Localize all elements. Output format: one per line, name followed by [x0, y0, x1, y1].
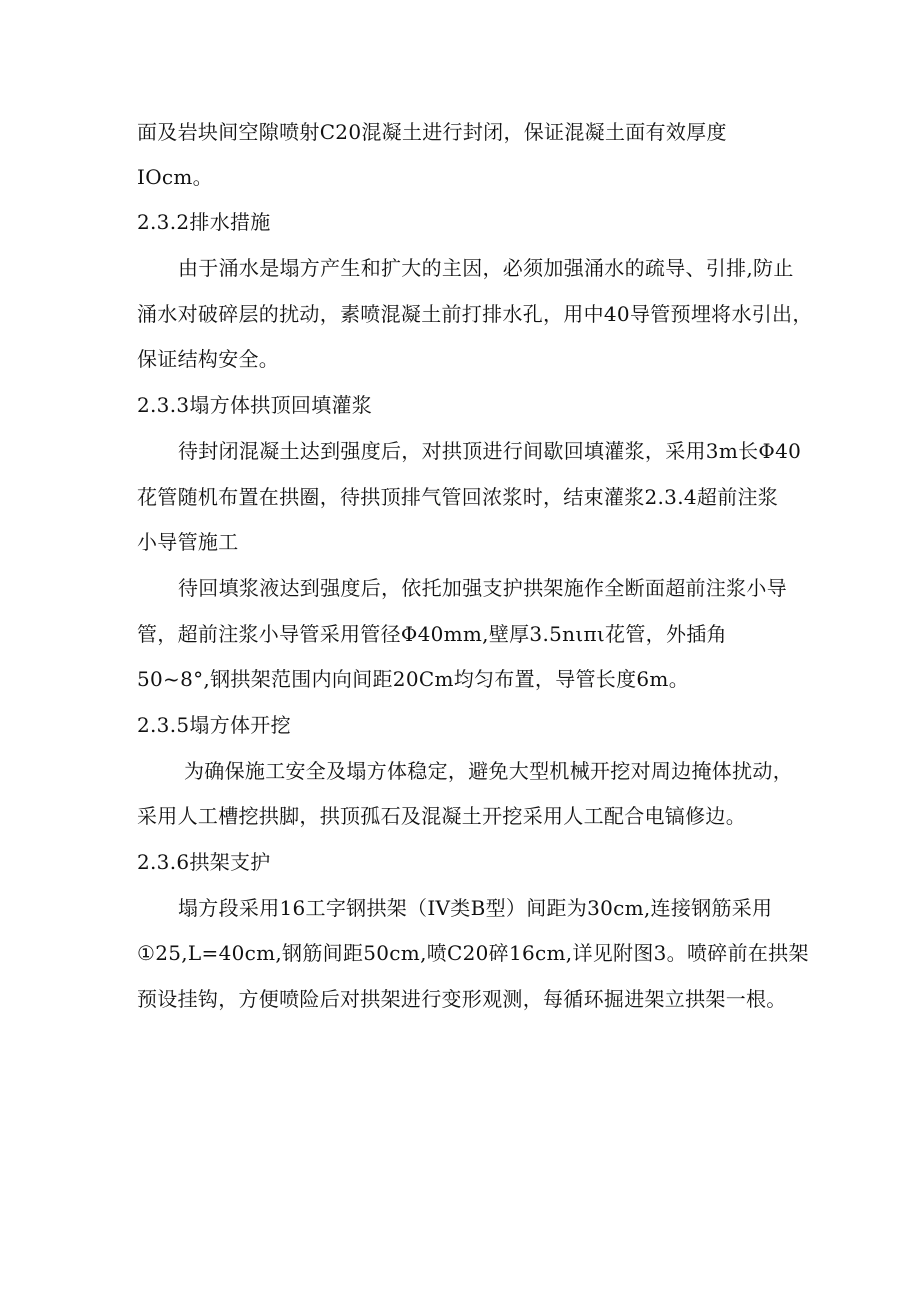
paragraph-line: 管，超前注浆小导管采用管径Φ40mm,壁厚3.5nιπι花管，外插角 [137, 622, 727, 646]
paragraph-line: 小导管施工 [137, 530, 239, 554]
paragraph-line: 塌方段采用16工字钢拱架（IV类B型）间距为30cm,连接钢筋采用 [178, 896, 773, 920]
paragraph-line: 保证结构安全。 [137, 347, 280, 371]
paragraph-line: 采用人工槽挖拱脚，拱顶孤石及混凝土开挖采用人工配合电镐修边。 [137, 804, 746, 828]
paragraph-line: 由于涌水是塌方产生和扩大的主因，必须加强涌水的疏导、引排,防止 [178, 256, 794, 280]
section-heading: 2.3.5塌方体开挖 [137, 713, 291, 737]
paragraph-line: 待回填浆液达到强度后，依托加强支护拱架施作全断面超前注浆小导 [178, 576, 787, 600]
paragraph-line: 涌水对破碎层的扰动，素喷混凝土前打排水孔，用中40导管预埋将水引出， [137, 302, 813, 326]
paragraph-line: 为确保施工安全及塌方体稳定，避免大型机械开挖对周边掩体扰动， [184, 759, 793, 783]
section-heading: 2.3.2排水措施 [137, 210, 271, 234]
section-heading: 2.3.3塌方体拱顶回填灌浆 [137, 393, 373, 417]
paragraph-line: 花管随机布置在拱圈，待拱顶排气管回浓浆时，结束灌浆2.3.4超前注浆 [137, 485, 779, 509]
paragraph-line: 预设挂钩，方便喷险后对拱架进行变形观测，每循环掘进架立拱架一根。 [137, 987, 787, 1011]
paragraph-line: IOcm。 [137, 165, 213, 189]
paragraph-line: 50~8°,钢拱架范围内向间距20Cm均匀布置，导管长度6m。 [137, 667, 689, 691]
paragraph-line: 待封闭混凝土达到强度后，对拱顶进行间歇回填灌浆，采用3m长Φ40 [178, 439, 802, 463]
section-heading: 2.3.6拱架支护 [137, 850, 271, 874]
paragraph-line: 面及岩块间空隙喷射C20混凝土进行封闭，保证混凝土面有效厚度 [137, 120, 727, 144]
paragraph-line: ①25,L=40cm,钢筋间距50cm,喷C20碎16cm,详见附图3。喷碎前在拱架 [137, 941, 809, 965]
